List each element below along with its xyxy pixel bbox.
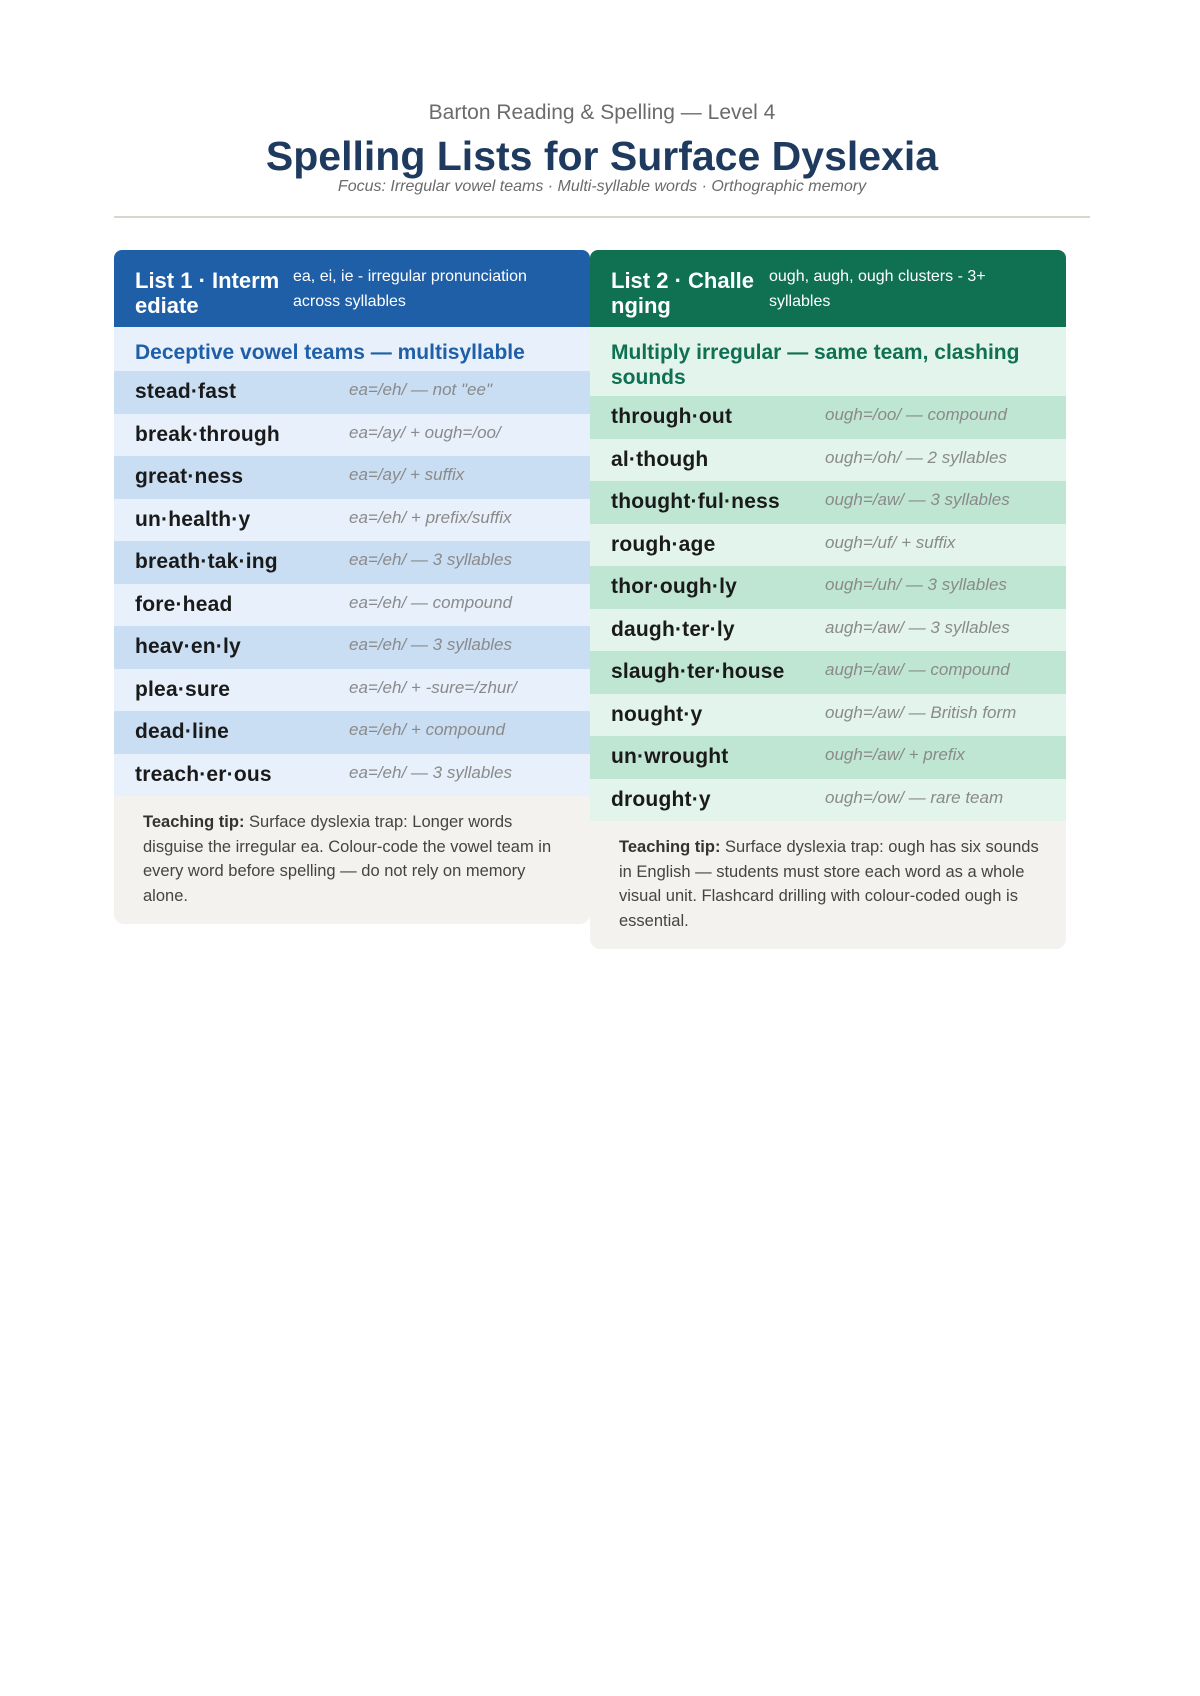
- word-row: [590, 779, 1066, 822]
- spelling-word: al·though: [611, 447, 709, 471]
- teaching-tip: [590, 821, 1066, 949]
- word-note: ea=/eh/ — 3 syllables: [349, 635, 513, 655]
- word-row: [114, 626, 590, 669]
- spelling-word: un·health·y: [135, 507, 251, 531]
- header-divider: [114, 216, 1090, 218]
- word-row: [114, 456, 590, 499]
- word-note: ough=/aw/ — 3 syllables: [825, 490, 1010, 510]
- word-note: ea=/eh/ — 3 syllables: [349, 762, 513, 782]
- word-row: [590, 481, 1066, 524]
- tip-label: Teaching tip:: [143, 813, 245, 831]
- spelling-word: thought·ful·ness: [611, 490, 780, 514]
- word-row: [590, 609, 1066, 652]
- word-note: ough=/oo/ — compound: [825, 405, 1007, 425]
- word-note: ea=/ay/ + suffix: [349, 465, 465, 485]
- teaching-tip: [114, 796, 590, 924]
- word-note: ea=/eh/ — not "ee": [349, 380, 492, 400]
- word-note: ough=/uf/ + suffix: [825, 532, 956, 552]
- list-card-header: [114, 250, 590, 327]
- word-list: [114, 371, 590, 796]
- spelling-word: fore·head: [135, 592, 233, 616]
- page-title: Spelling Lists for Surface Dyslexia: [265, 133, 939, 179]
- word-row: [114, 711, 590, 754]
- spelling-word: treach·er·ous: [135, 762, 272, 786]
- spelling-word: drought·y: [611, 787, 711, 811]
- word-row: [114, 414, 590, 457]
- word-note: ough=/ow/ — rare team: [825, 787, 1004, 807]
- word-note: ea=/eh/ — 3 syllables: [349, 550, 513, 570]
- word-row: [590, 651, 1066, 694]
- spelling-word: thor·ough·ly: [611, 575, 738, 599]
- spelling-word: nought·y: [611, 702, 703, 726]
- list-card-header: [590, 250, 1066, 327]
- word-note: ough=/oh/ — 2 syllables: [825, 447, 1007, 467]
- word-note: ough=/aw/ — British form: [825, 702, 1017, 722]
- word-note: ea=/eh/ — compound: [349, 592, 513, 612]
- list-title: List 1 · Intermediate: [135, 268, 280, 318]
- spelling-word: stead·fast: [135, 380, 237, 404]
- list-card-1: [114, 250, 590, 924]
- word-note: augh=/aw/ — compound: [825, 660, 1010, 680]
- list-description: ea, ei, ie - irregular pronunciation across syllables: [293, 268, 527, 310]
- word-row: [590, 524, 1066, 567]
- list-card-2: [590, 250, 1066, 949]
- word-row: [590, 566, 1066, 609]
- list-section-title: Deceptive vowel teams — multisyllable: [114, 327, 590, 371]
- spelling-word: heav·en·ly: [135, 635, 241, 659]
- spelling-word: great·ness: [135, 465, 244, 489]
- spelling-word: dead·line: [135, 720, 229, 744]
- tip-text: Surface dyslexia trap: Longer words disguise the irregular ea. Colour-code the vowel team in every word before spelling — do not rely on memory alone.: [143, 813, 552, 905]
- word-row: [114, 371, 590, 414]
- page-header: [114, 100, 1090, 197]
- word-note: ea=/eh/ + -sure=/zhur/: [349, 677, 517, 697]
- word-row: [590, 736, 1066, 779]
- list-section-title: Multiply irregular — same team, clashing sounds: [590, 327, 1066, 396]
- word-note: ough=/aw/ + prefix: [825, 745, 965, 765]
- word-row: [590, 694, 1066, 737]
- list-title: List 2 · Challenging: [611, 268, 755, 318]
- list-description: ough, augh, ough clusters - 3+ syllables: [769, 268, 986, 310]
- page-focus-line: Focus: Irregular vowel teams · Multi-syllable words · Orthographic memory: [337, 178, 867, 195]
- spelling-word: plea·sure: [135, 677, 231, 701]
- spelling-word: through·out: [611, 405, 733, 429]
- word-note: ea=/eh/ + compound: [349, 720, 505, 740]
- word-note: augh=/aw/ — 3 syllables: [825, 617, 1010, 637]
- word-note: ea=/eh/ + prefix/suffix: [349, 507, 512, 527]
- tip-text: Surface dyslexia trap: ough has six sounds in English — students must store each word as a whole visual unit. Flashcard drilling with colour-coded ough is essential.: [619, 838, 1039, 930]
- word-note: ea=/ay/ + ough=/oo/: [349, 422, 501, 442]
- word-row: [114, 499, 590, 542]
- word-row: [590, 439, 1066, 482]
- word-row: [114, 541, 590, 584]
- spelling-word: rough·age: [611, 532, 716, 556]
- page-subtitle: Barton Reading & Spelling — Level 4: [428, 101, 776, 124]
- word-row: [590, 396, 1066, 439]
- word-list: [590, 396, 1066, 821]
- word-note: ough=/uh/ — 3 syllables: [825, 575, 1007, 595]
- spelling-word: un·wrought: [611, 745, 729, 769]
- spelling-word: slaugh·ter·house: [611, 660, 785, 684]
- word-row: [114, 754, 590, 797]
- spelling-word: daugh·ter·ly: [611, 617, 735, 641]
- word-row: [114, 669, 590, 712]
- word-row: [114, 584, 590, 627]
- spelling-word: breath·tak·ing: [135, 550, 278, 574]
- spelling-word: break·through: [135, 422, 280, 446]
- tip-label: Teaching tip:: [619, 838, 721, 856]
